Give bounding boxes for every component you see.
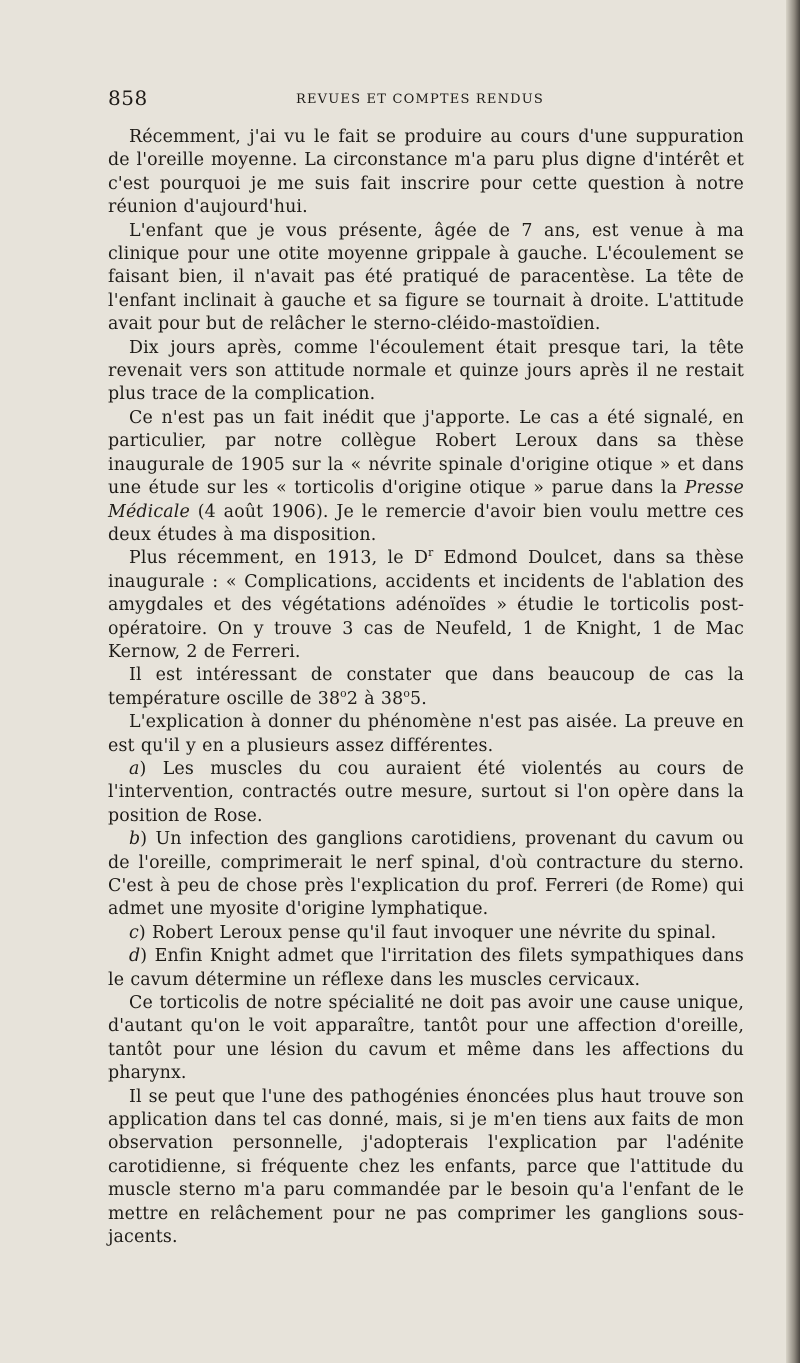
paragraph-conclusion: Il se peut que l'une des pathogénies énoncées plus haut trouve son application dans tel cas donné, mais, si je m'en tiens aux faits de mon observation personnelle, j'adopterais l'explication par l'adénite carotidienne, si fréquente chez les enfants, parce que l'attitude du muscle sterno m'a paru commandée par le besoin qu'a l'enfant de le mettre en relâchement pour ne pas comprimer les ganglions sous-jacents. [108, 1086, 744, 1248]
paragraph-doulcet [108, 547, 744, 664]
hypothesis-c [108, 922, 744, 945]
paragraph-temperature [108, 664, 744, 711]
hypothesis-b [108, 828, 744, 922]
page-header [108, 86, 738, 116]
paragraph-dix-jours: Dix jours après, comme l'écoulement était presque tari, la tête revenait vers son attitude normale et quinze jours après il ne restait plus trace de la complication. [108, 337, 744, 405]
degree-superscript-2: o [403, 686, 410, 700]
hypothesis-letter: b [129, 829, 141, 850]
hypothesis-letter: d [129, 946, 141, 967]
hypothesis-a [108, 758, 744, 828]
page-edge-shadow [786, 0, 800, 1363]
hypothesis-letter: c [129, 922, 139, 943]
hypothesis-text: ) Un infection des ganglions carotidiens, provenant du cavum ou de l'oreille, comprimerait le nerf spinal, d'où contracture du sterno. C'est à peu de chose près l'explication du prof. Ferreri (de Rome) qui admet une myosite d'origine lymphatique. [108, 829, 744, 920]
journal-title: Presse Médicale [108, 478, 744, 522]
hypothesis-text: ) Robert Leroux pense qu'il faut invoquer une névrite du spinal. [138, 922, 717, 943]
paragraph-recemment: Récemment, j'ai vu le fait se produire au cours d'une suppuration de l'oreille moyenne. La circonstance m'a paru plus digne d'intérêt et c'est pourquoi je me suis fait inscrire pour cette question à notre réunion d'aujourd'hui. [108, 127, 744, 218]
degree-superscript-1: o [340, 686, 347, 700]
paragraph-enfant: L'enfant que je vous présente, âgée de 7 ans, est venue à ma clinique pour une otite moyenne grippale à gauche. L'écoulement se faisant bien, il n'avait pas été pratiqué de paracentèse. La tête de l'enfant inclinait à gauche et sa figure se tournait à droite. L'attitude avait pour but de relâcher le sterno-cléido-mastoïdien. [108, 220, 744, 335]
temperature-text-2: 2 à 38 [346, 688, 404, 709]
paragraph-doulcet-text-2: Edmond Doulcet, dans sa thèse inaugurale : « Complications, accidents et incidents de l'ablation des amygdales et des végétations adénoïdes » étudie le torticolis post-opératoire. On y trouve 3 cas de Neufeld, 1 de Knight, 1 de Mac Kernow, 2 de Ferreri. [108, 548, 744, 662]
temperature-text-1: Il est intéressant de constater que dans beaucoup de cas la température oscille de 38 [108, 665, 744, 709]
hypothesis-text: ) Les muscles du cou auraient été violentés au cours de l'intervention, contractés outre mesure, surtout si l'on opère dans la position de Rose. [108, 758, 744, 826]
temperature-text-3: 5. [409, 688, 427, 709]
page-number: 858 [108, 86, 148, 110]
hypothesis-d [108, 945, 744, 992]
paragraph-doulcet-text-1: Plus récemment, en 1913, le D [129, 548, 429, 569]
hypothesis-text: ) Enfin Knight admet que l'irritation des filets sympathiques dans le cavum détermine un réflexe dans les muscles cervicaux. [108, 946, 744, 990]
article-body [108, 126, 744, 1250]
paragraph-torticolis: Ce torticolis de notre spécialité ne doit pas avoir une cause unique, d'autant qu'on le voit apparaître, tantôt pour une affection d'oreille, tantôt pour une lésion du cavum et même dans les affections du pharynx. [108, 993, 744, 1084]
paragraph-leroux-text-2: (4 août 1906). Je le remercie d'avoir bien voulu mettre ces deux études à ma disposition. [108, 501, 744, 545]
paragraph-explication: L'explication à donner du phénomène n'est pas aisée. La preuve en est qu'il y en a plusieurs assez différentes. [108, 712, 744, 756]
hypothesis-letter: a [129, 758, 140, 779]
running-title: REVUES ET COMPTES RENDUS [296, 92, 545, 107]
paragraph-leroux [108, 407, 744, 547]
doctor-superscript: r [428, 546, 434, 560]
paragraph-leroux-text-1: Ce n'est pas un fait inédit que j'apporte. Le cas a été signalé, en particulier, par notre collègue Robert Leroux dans sa thèse inaugurale de 1905 sur la « névrite spinale d'origine otique » et dans une étude sur les « torticolis d'origine otique » parue dans la [108, 407, 744, 499]
